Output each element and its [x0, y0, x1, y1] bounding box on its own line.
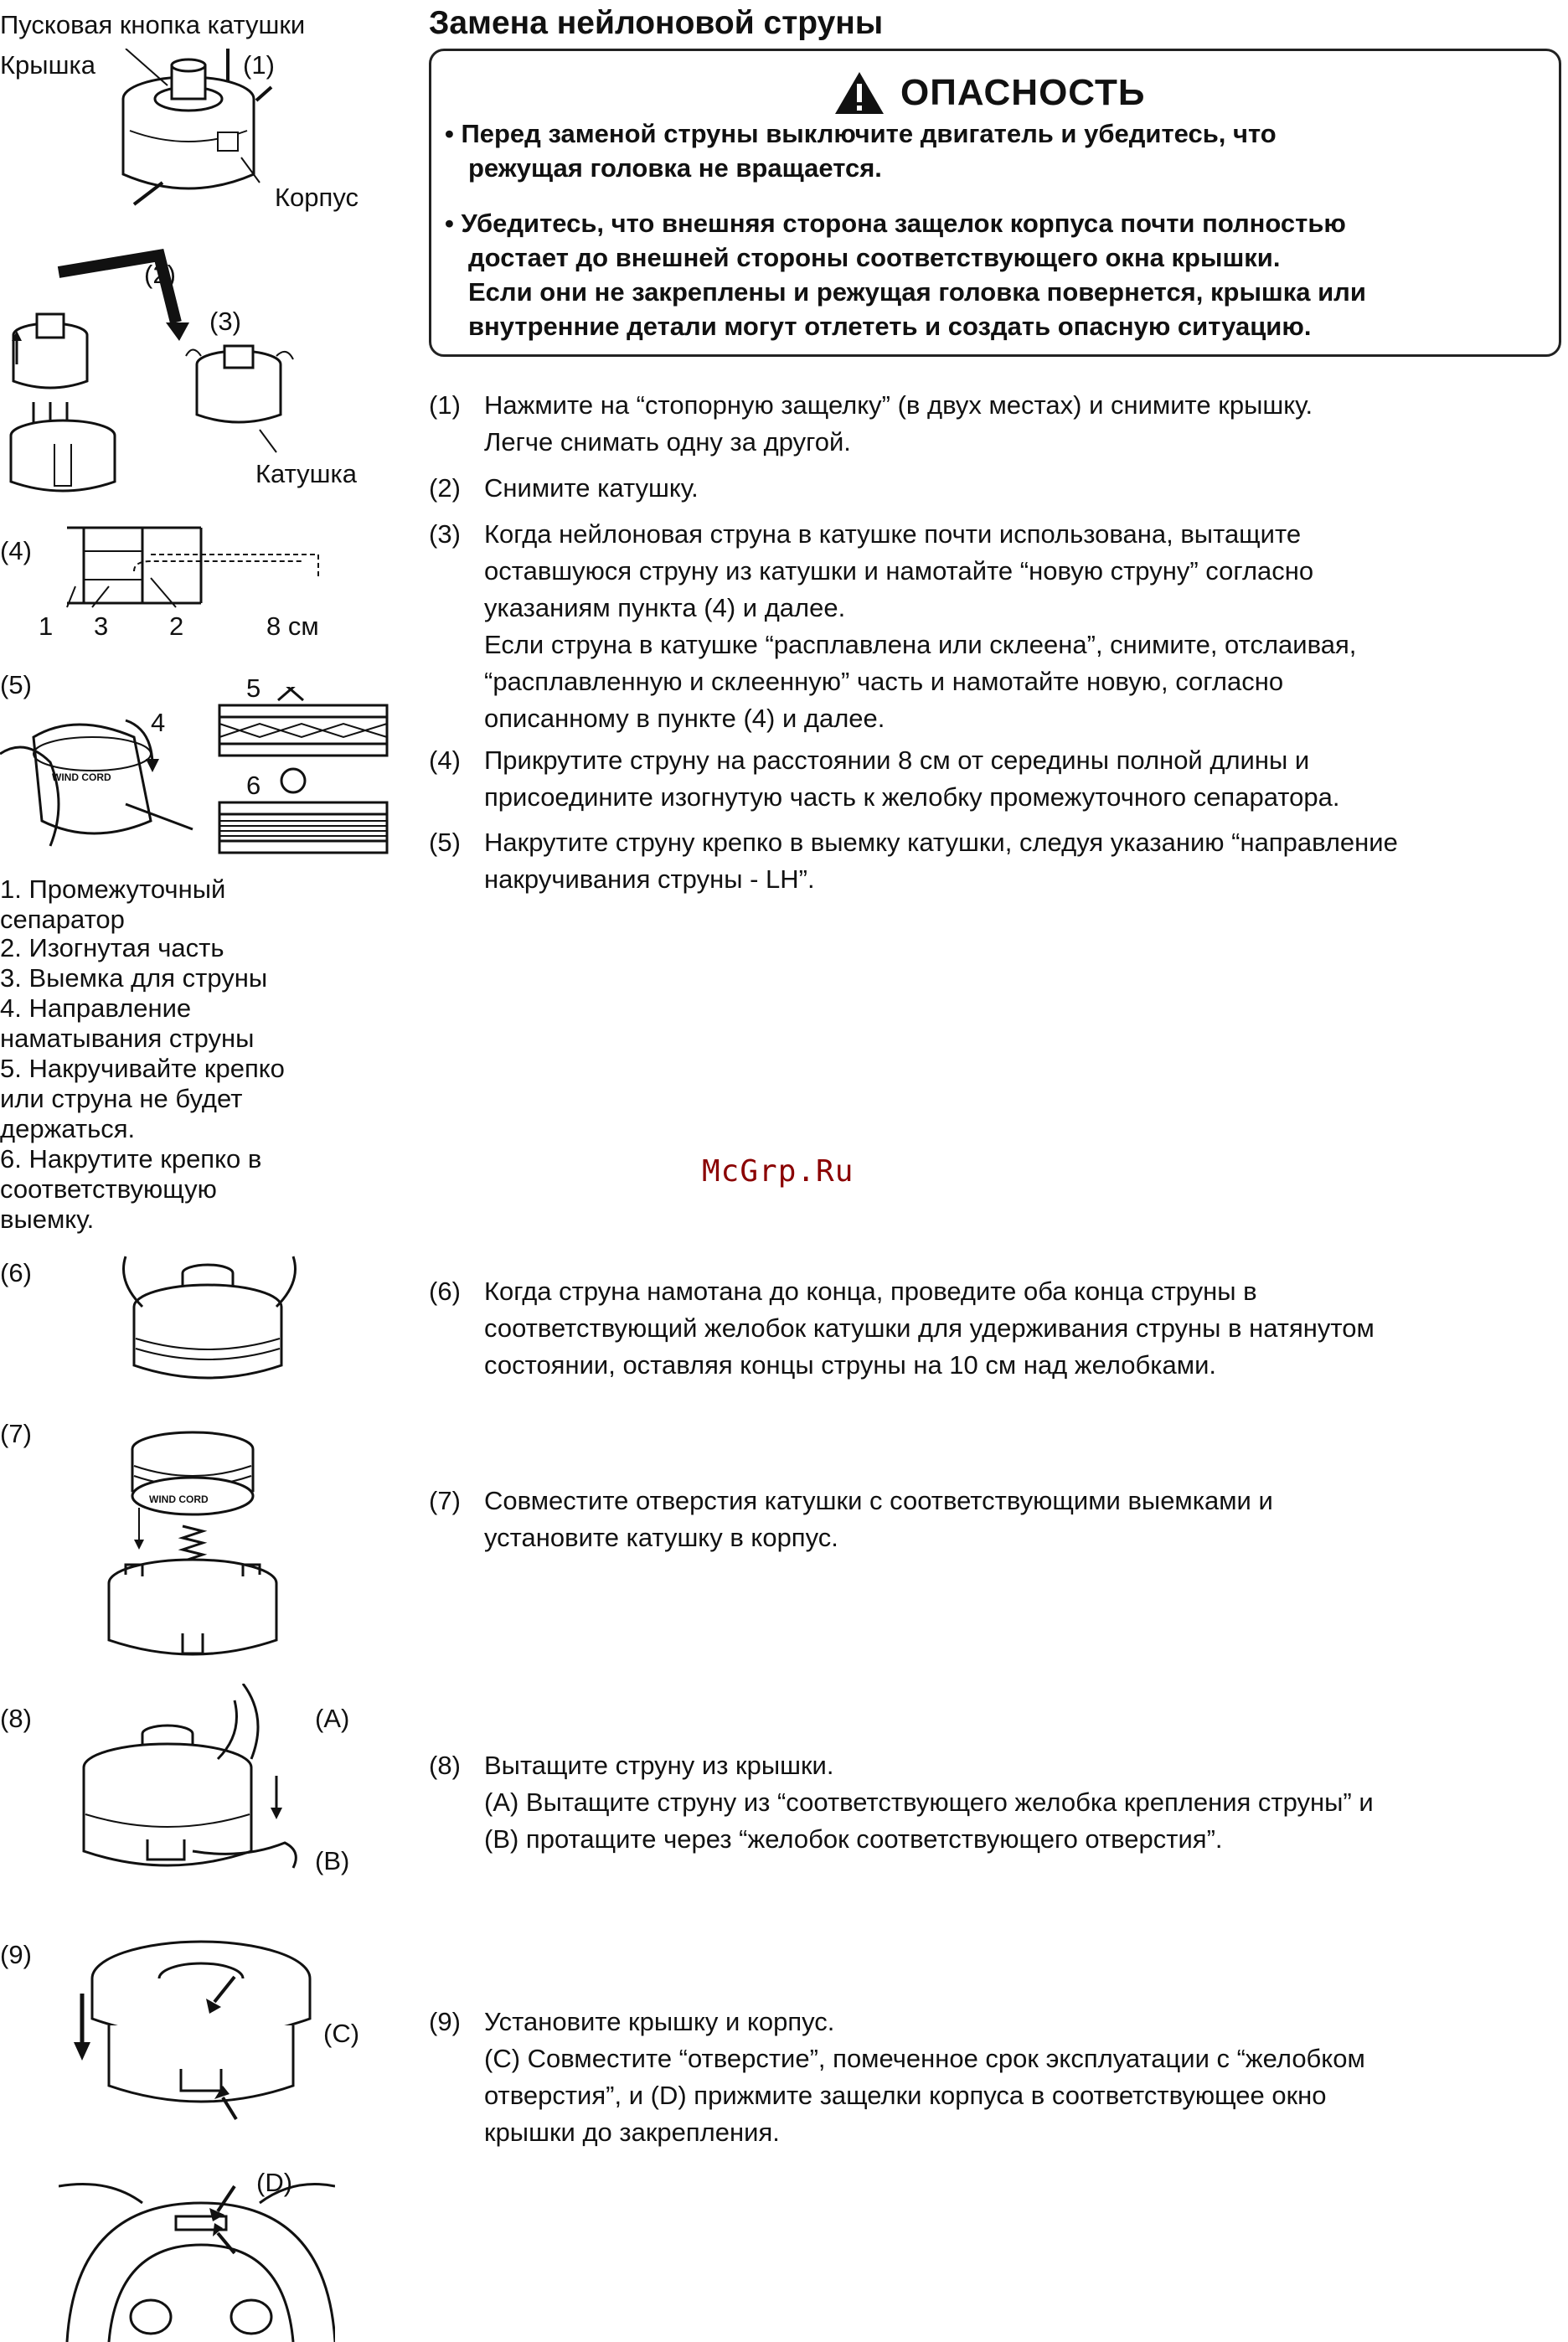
label-cover: Крышка: [0, 50, 95, 80]
step-number: (8): [429, 1751, 461, 1780]
wind-cord-text: WIND CORD: [149, 1493, 209, 1505]
danger-line: • Убедитесь, что внешняя сторона защелок корпуса почти полностью: [445, 209, 1346, 238]
figure-5-winding: [0, 687, 394, 863]
figure-6-wound-spool: [109, 1248, 310, 1390]
step-text: Совместите отверстия катушки с соответствующими выемками и установите катушку в корпус.: [484, 1486, 1273, 1552]
step-number: (5): [429, 828, 461, 857]
step-text: Нажмите на “стопорную защелку” (в двух местах) и снимите крышку. Легче снимать одну за другой.: [484, 390, 1313, 457]
label-n1: 1: [39, 611, 54, 641]
step-text: Вытащите струну из крышки. (A) Вытащите струну из “соответствующего желобка крепления струны” и (B) протащите через “желобок соответствующего отверстия”.: [484, 1751, 1374, 1854]
label-fig3: (3): [209, 307, 241, 336]
label-C: (C): [323, 2019, 360, 2048]
figure-D-press-latches: [59, 2169, 335, 2342]
label-B: (B): [315, 1846, 350, 1875]
figure-9-assemble-cover: [59, 1927, 327, 2144]
step-text: Когда струна намотана до конца, проведите оба конца струны в соответствующий желобок катушки для удерживания струны в натянутом состоянии, оставляя концы струны на 10 см над желобками.: [484, 1277, 1375, 1380]
step-number: (3): [429, 519, 461, 549]
label-fig6: (6): [0, 1258, 32, 1287]
circle-mark-icon: [281, 769, 305, 792]
watermark: McGrp.Ru: [702, 1154, 854, 1189]
danger-line: достает до внешней стороны соответствующего окна крышки.: [468, 243, 1281, 272]
label-n6: 6: [246, 771, 261, 800]
danger-line: • Перед заменой струны выключите двигатель и убедитесь, что: [445, 119, 1277, 148]
step-text: Накрутите струну крепко в выемку катушки, следуя указанию “направление накручивания струны - LH”.: [484, 828, 1398, 894]
label-fig1: (1): [243, 50, 275, 80]
step-text: Прикрутите струну на расстоянии 8 см от середины полной длины и присоедините изогнутую часть к желобку промежуточного сепаратора.: [484, 745, 1340, 812]
legend-item: 5. Накручивайте крепко или струна не будет держаться.: [0, 1054, 285, 1143]
danger-heading-row: [833, 68, 1146, 118]
figure-8-pull-string: [75, 1684, 318, 1901]
label-spool: Катушка: [255, 459, 358, 488]
label-fig2: (2): [144, 260, 176, 289]
label-n5: 5: [246, 673, 261, 703]
step-number: (7): [429, 1486, 461, 1515]
label-n4: 4: [151, 708, 166, 737]
figure-7-install-spool: [101, 1416, 285, 1675]
label-start-button: Пусковая кнопка катушки: [0, 10, 306, 39]
step-number: (2): [429, 473, 461, 503]
figure-2-3-remove-spool: [0, 247, 385, 515]
danger-heading: ОПАСНОСТЬ: [900, 72, 1146, 113]
warning-icon: [833, 70, 885, 116]
legend-item: 3. Выемка для струны: [0, 963, 268, 993]
step-text: Установите крышку и корпус. (C) Совместите “отверстие”, помеченное срок эксплуатации с “желобком отверстия”, и (D) прижмите защелки корпуса в соответствующее окно крышки до закрепления.: [484, 2007, 1365, 2147]
step-number: (1): [429, 390, 461, 420]
section-title: Замена нейлоновой струны: [429, 5, 884, 41]
step-number: (6): [429, 1277, 461, 1306]
label-D: (D): [256, 2168, 293, 2197]
label-n2: 2: [169, 611, 184, 641]
x-mark-icon: [276, 687, 303, 700]
danger-box: [429, 49, 1561, 357]
step-number: (4): [429, 745, 461, 775]
step-text: Снимите катушку.: [484, 473, 699, 503]
label-body: Корпус: [275, 183, 358, 212]
figure-4-spool-section: [50, 519, 335, 611]
legend-item: 6. Накрутите крепко в соответствующую выемку.: [0, 1144, 262, 1234]
danger-line: режущая головка не вращается.: [468, 153, 882, 183]
label-dist: 8 см: [266, 611, 319, 641]
legend-item: 1. Промежуточный сепаратор: [0, 874, 226, 934]
label-fig5: (5): [0, 670, 32, 699]
step-number: (9): [429, 2007, 461, 2036]
label-fig8: (8): [0, 1704, 32, 1733]
label-n3: 3: [94, 611, 109, 641]
legend-item: 2. Изогнутая часть: [0, 933, 224, 962]
wind-cord-text: WIND CORD: [52, 771, 111, 783]
label-fig4: (4): [0, 536, 32, 565]
label-fig7: (7): [0, 1419, 32, 1448]
danger-line: Если они не закреплены и режущая головка повернется, крышка или: [468, 277, 1366, 307]
label-A: (A): [315, 1704, 350, 1733]
step-text: Когда нейлоновая струна в катушке почти использована, вытащите оставшуюся струну из катушки и намотайте “новую струну” согласно указаниям пункта (4) и далее. Если струна в катушке “расплавлена или склеена”, снимите, отслаивая, “расплавленную и склеенную” часть и намотайте новую, согласно описанному в пункте (4) и далее.: [484, 519, 1357, 733]
label-fig9: (9): [0, 1940, 32, 1969]
figure-1-trimmer-head: [92, 49, 285, 224]
legend-item: 4. Направление наматывания струны: [0, 993, 255, 1053]
danger-line: внутренние детали могут отлететь и создать опасную ситуацию.: [468, 312, 1312, 341]
